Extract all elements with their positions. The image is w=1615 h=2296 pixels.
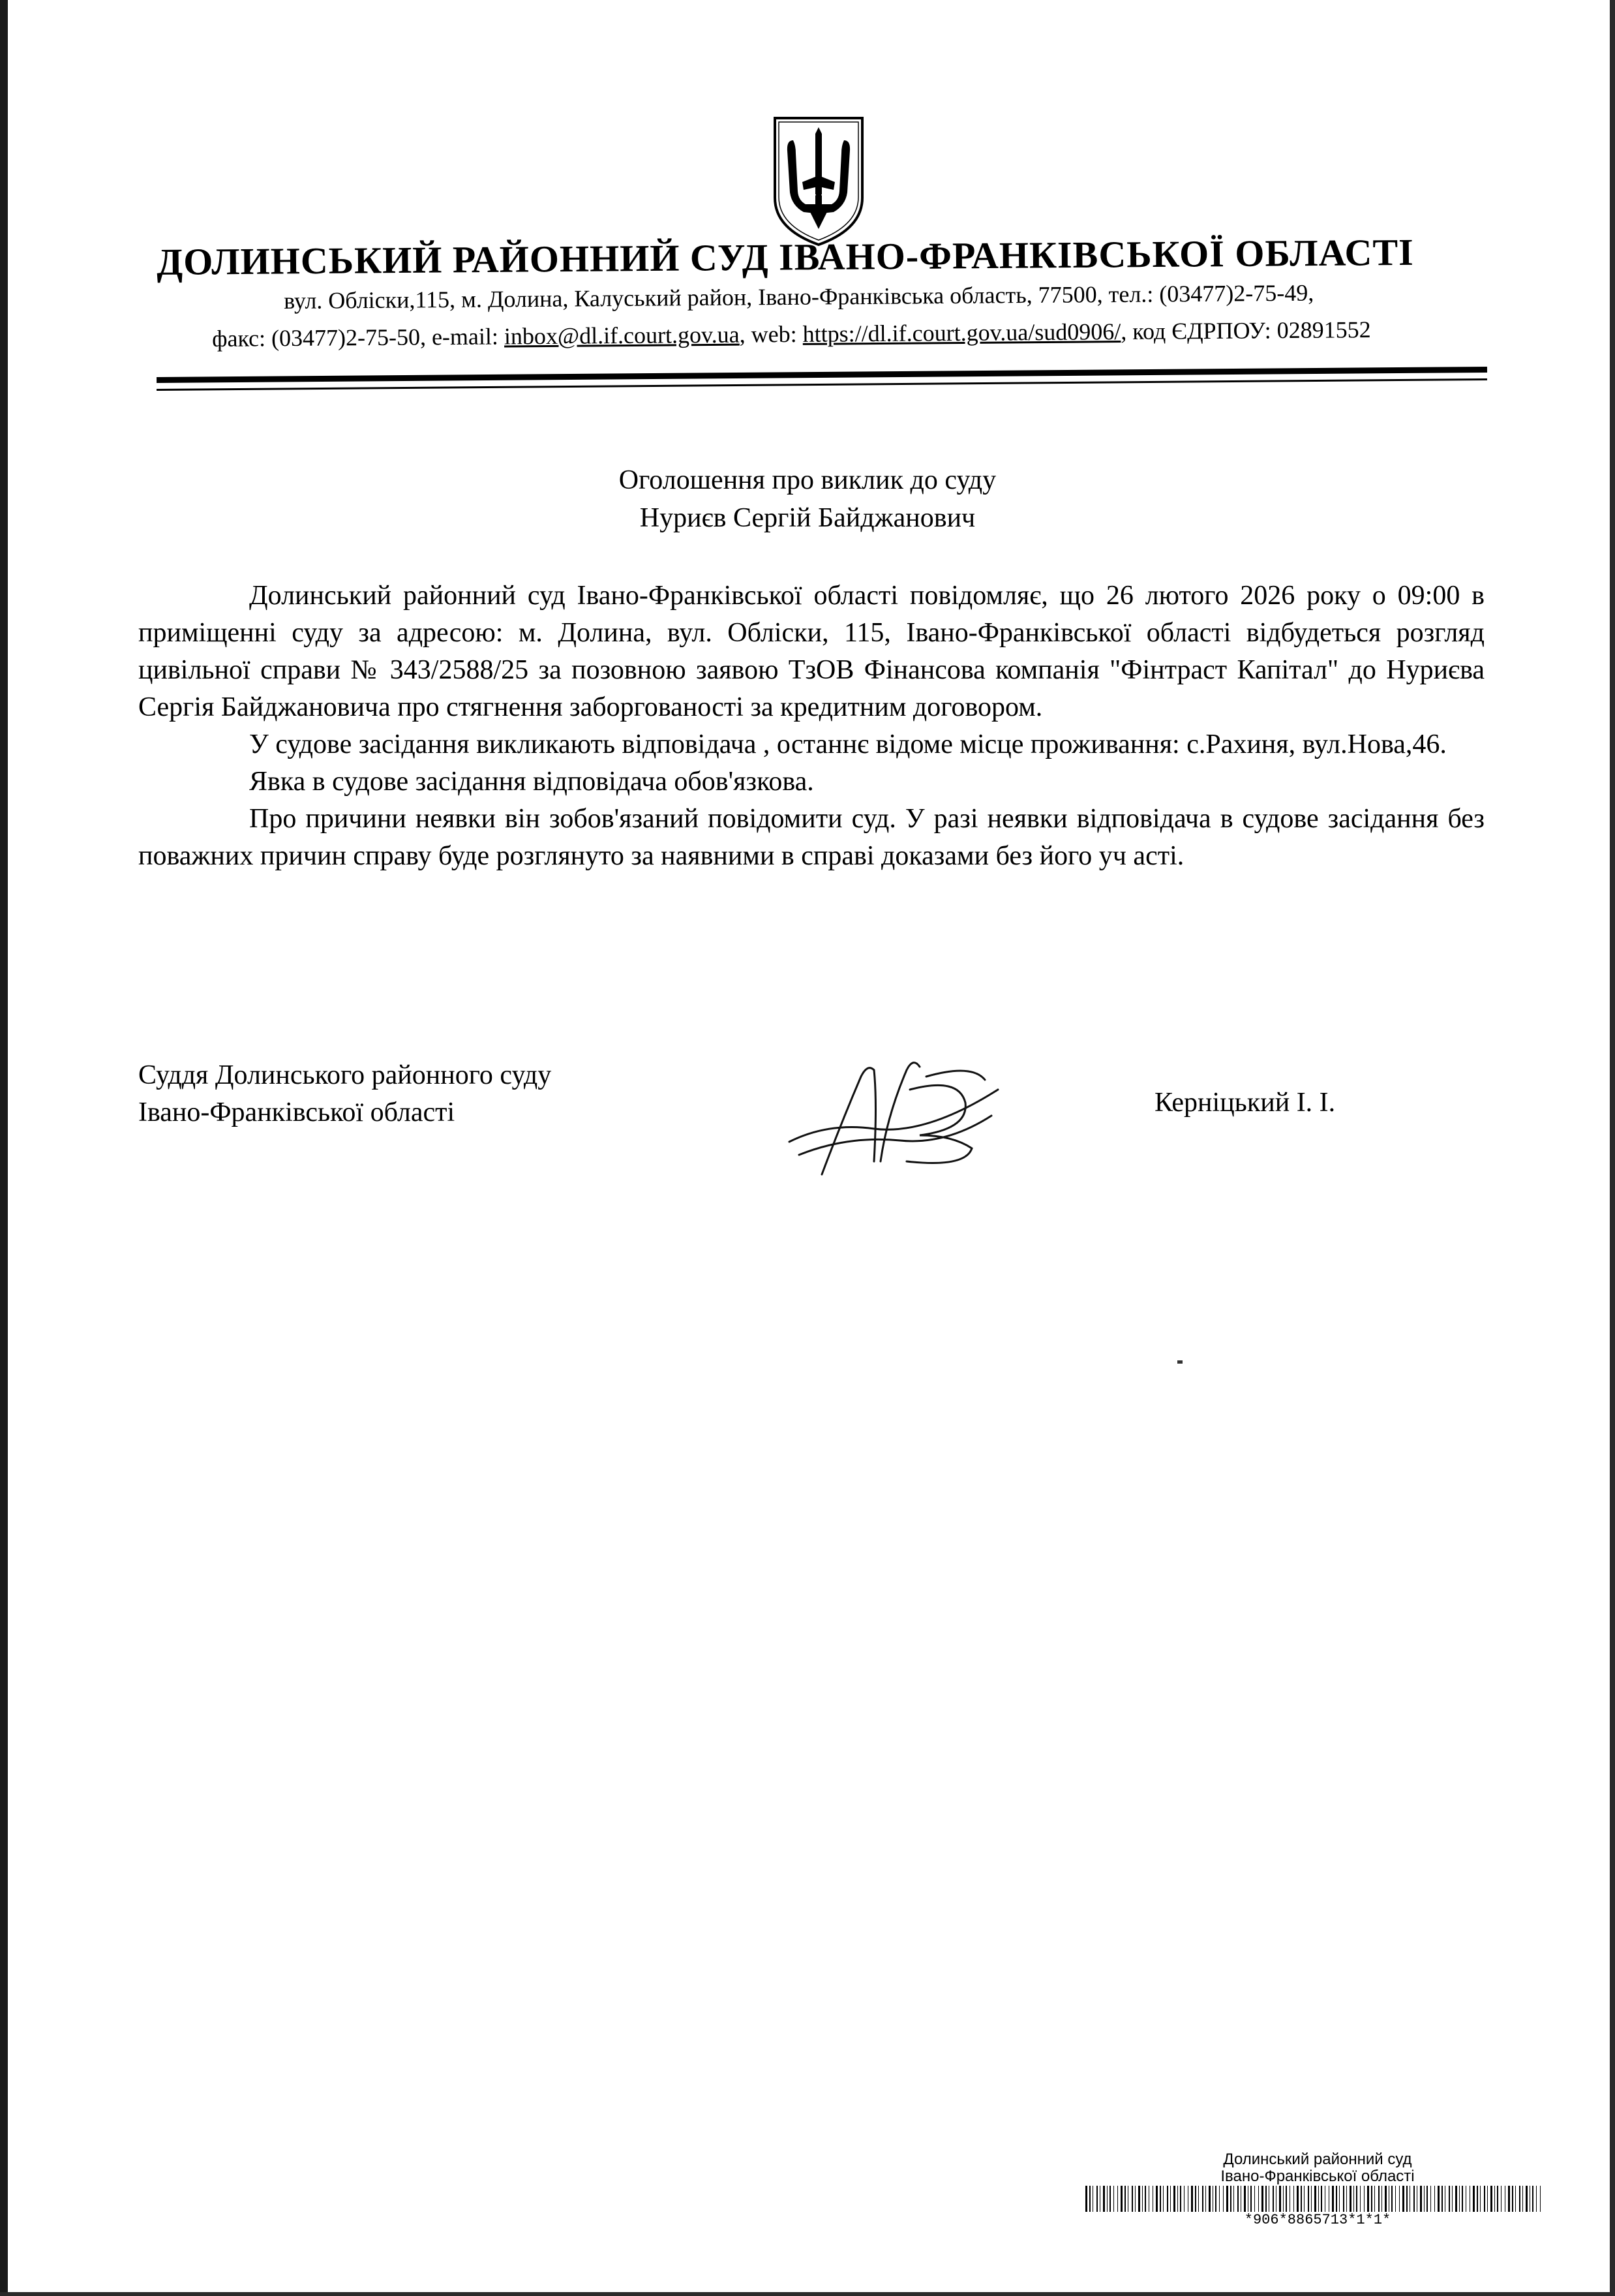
- barcode-bar: [1308, 2186, 1309, 2212]
- handwritten-signature-icon: [776, 1050, 1024, 1181]
- barcode-bar: [1406, 2186, 1408, 2212]
- scan-speck: [1177, 1360, 1183, 1364]
- barcode-bar: [1107, 2186, 1108, 2212]
- body-paragraph: Долинський районний суд Івано-Франківської області повідомляє, що 26 лютого 2026 року о 09:00 в приміщенні суду за адресою: м. Долина, вул. Обліски, 115, Івано-Франківської області відбудеться розгляд цивільної справи № 343/2588/25 за позовною заявою ТзОВ Фінансова компанія "Фінтраст Капітал" до Нуриєва Сергія Байджановича про стягнення заборгованості за кредитним договором.: [138, 581, 1485, 722]
- body-paragraph: Явка в судове засідання відповідача обов'язкова.: [249, 767, 814, 797]
- barcode-bar: [1142, 2186, 1143, 2212]
- barcode-bar: [1138, 2186, 1140, 2212]
- scan-edge-left: [0, 0, 8, 2296]
- barcode-bar: [1540, 2186, 1541, 2212]
- judge-position-line: Івано-Франківської області: [138, 1097, 455, 1127]
- barcode-bar: [1135, 2186, 1136, 2212]
- barcode-bar: [1455, 2186, 1457, 2212]
- barcode-bar: [1279, 2186, 1281, 2212]
- judge-position: [138, 1057, 551, 1131]
- barcode-bar: [1314, 2186, 1316, 2212]
- email-link[interactable]: inbox@dl.if.court.gov.ua: [504, 321, 740, 350]
- barcode-bar: [1402, 2186, 1404, 2212]
- barcode-bar: [1297, 2186, 1299, 2212]
- barcode-bar: [1202, 2186, 1203, 2212]
- barcode-bar: [1430, 2186, 1431, 2212]
- barcode-bar: [1170, 2186, 1171, 2212]
- barcode-bar: [1103, 2186, 1105, 2212]
- barcode-bar: [1273, 2186, 1274, 2212]
- barcode-bar: [1378, 2186, 1380, 2212]
- barcode-bar: [1424, 2186, 1425, 2212]
- barcode-bar: [1145, 2186, 1146, 2212]
- barcode-bar: [1536, 2186, 1537, 2212]
- barcode-bar: [1230, 2186, 1231, 2212]
- barcode-bar: [1286, 2186, 1287, 2212]
- barcode-bar: [1480, 2186, 1481, 2212]
- barcode-bar: [1261, 2186, 1263, 2212]
- barcode-bar: [1250, 2186, 1252, 2212]
- barcode-bar: [1184, 2186, 1185, 2212]
- barcode-bar: [1501, 2186, 1502, 2212]
- body-paragraph: Про причини неявки він зобов'язаний повідомити суд. У разі неявки відповідача в судове засідання без поважних причин справу буде розглянуто за наявними в справі доказами без його уч асті.: [138, 804, 1485, 871]
- barcode-bar: [1452, 2186, 1453, 2212]
- barcode-bar: [1195, 2186, 1196, 2212]
- barcode-bar: [1385, 2186, 1387, 2212]
- scan-edge-bottom: [0, 2292, 1615, 2296]
- barcode-bar: [1321, 2186, 1322, 2212]
- edrpou-code: , код ЄДРПОУ: 02891552: [1121, 316, 1371, 345]
- barcode-bar: [1254, 2186, 1255, 2212]
- barcode-bar: [1113, 2186, 1114, 2212]
- barcode-bar: [1177, 2186, 1178, 2212]
- barcode-bar: [1508, 2186, 1510, 2212]
- barcode-bar: [1318, 2186, 1319, 2212]
- barcode-bar: [1515, 2186, 1516, 2212]
- barcode-bar: [1156, 2186, 1158, 2212]
- barcode-bar: [1395, 2186, 1396, 2212]
- notice-title: Оголошення про виклик до суду: [618, 465, 997, 495]
- barcode-bar: [1473, 2186, 1475, 2212]
- barcode-number: *906*8865713*1*1*: [1244, 2212, 1391, 2228]
- barcode-bar: [1198, 2186, 1199, 2212]
- barcode-bar: [1487, 2186, 1488, 2212]
- barcode-bar: [1215, 2186, 1216, 2212]
- barcode-bar: [1449, 2186, 1450, 2212]
- barcode-bar: [1532, 2186, 1533, 2212]
- barcode-bar: [1512, 2186, 1513, 2212]
- barcode-bar: [1434, 2186, 1435, 2212]
- court-address-line: вул. Обліски,115, м. Долина, Калуський район, Івано-Франківська область, 77500, тел.: (03477)2-75-49,: [284, 279, 1314, 314]
- barcode-bar: [1283, 2186, 1284, 2212]
- barcode-bar: [1413, 2186, 1415, 2212]
- notice-body: [138, 577, 1485, 875]
- registration-stamp-region: Івано-Франківської області: [1220, 2167, 1415, 2185]
- barcode-bar: [1494, 2186, 1495, 2212]
- barcode-bar: [1477, 2186, 1478, 2212]
- barcode-bar: [1381, 2186, 1382, 2212]
- barcode-bar: [1364, 2186, 1365, 2212]
- website-link[interactable]: https://dl.if.court.gov.ua/sud0906/: [802, 318, 1121, 347]
- barcode-bar: [1371, 2186, 1372, 2212]
- barcode-bar: [1258, 2186, 1259, 2212]
- barcode-bar: [1311, 2186, 1312, 2212]
- barcode-bar: [1244, 2186, 1246, 2212]
- barcode-bar: [1350, 2186, 1351, 2212]
- barcode-bar: [1293, 2186, 1294, 2212]
- barcode-bar: [1356, 2186, 1357, 2212]
- barcode-bar: [1484, 2186, 1485, 2212]
- registration-stamp-court: Долинський районний суд: [1223, 2151, 1412, 2168]
- barcode-bar: [1526, 2186, 1528, 2212]
- barcode-bar: [1237, 2186, 1239, 2212]
- body-paragraph: У судове засідання викликають відповідача , останнє відоме місце проживання: с.Рахиня, вул.Нова,46.: [249, 729, 1447, 759]
- barcode-bar: [1462, 2186, 1463, 2212]
- barcode-bar: [1304, 2186, 1305, 2212]
- web-label: , web:: [739, 320, 803, 348]
- scan-edge-right: [1610, 0, 1615, 2296]
- court-name: ДОЛИНСЬКИЙ РАЙОННИЙ СУД ІВАНО-ФРАНКІВСЬКОЇ ОБЛАСТІ: [157, 230, 1414, 283]
- barcode-bar: [1265, 2186, 1267, 2212]
- barcode-bar: [1132, 2186, 1133, 2212]
- barcode-bar: [1191, 2186, 1193, 2212]
- barcode-bar: [1438, 2186, 1440, 2212]
- barcode-bar: [1374, 2186, 1375, 2212]
- barcode-bar: [1173, 2186, 1175, 2212]
- barcode-bar: [1367, 2186, 1369, 2212]
- barcode-bar: [1109, 2186, 1111, 2212]
- barcode-bar: [1301, 2186, 1302, 2212]
- barcode-bar: [1332, 2186, 1334, 2212]
- barcode-bar: [1519, 2186, 1520, 2212]
- barcode-bar: [1522, 2186, 1523, 2212]
- barcode-bar: [1085, 2186, 1087, 2212]
- barcode-bar: [1089, 2186, 1091, 2212]
- court-contacts-line: [212, 316, 1371, 352]
- barcode-bar: [1391, 2186, 1393, 2212]
- barcode-bar: [1441, 2186, 1443, 2212]
- barcode-bar: [1117, 2186, 1118, 2212]
- barcode-bar: [1360, 2186, 1361, 2212]
- barcode-bar: [1420, 2186, 1422, 2212]
- barcode-bar: [1459, 2186, 1460, 2212]
- barcode-bar: [1163, 2186, 1164, 2212]
- barcode-bar: [1399, 2186, 1400, 2212]
- barcode-bar: [1346, 2186, 1347, 2212]
- barcode-bar: [1353, 2186, 1354, 2212]
- fax-text: факс: (03477)2-75-50, e-mail:: [212, 323, 505, 352]
- barcode-bar: [1226, 2186, 1228, 2212]
- barcode-bar: [1160, 2186, 1161, 2212]
- judge-name: Керніцький І. І.: [1155, 1088, 1336, 1118]
- barcode-icon: [1085, 2186, 1545, 2212]
- barcode-bar: [1219, 2186, 1220, 2212]
- barcode-bar: [1124, 2186, 1126, 2212]
- barcode-bar: [1426, 2186, 1428, 2212]
- barcode-bar: [1223, 2186, 1224, 2212]
- barcode-bar: [1121, 2186, 1123, 2212]
- judge-position-line: Суддя Долинського районного суду: [138, 1060, 552, 1090]
- barcode-bar: [1205, 2186, 1206, 2212]
- barcode-bar: [1233, 2186, 1234, 2212]
- barcode-bar: [1497, 2186, 1498, 2212]
- barcode-bar: [1339, 2186, 1340, 2212]
- barcode-bar: [1180, 2186, 1181, 2212]
- barcode-bar: [1336, 2186, 1337, 2212]
- barcode-bar: [1209, 2186, 1211, 2212]
- notice-person: Нуриєв Сергій Байджанович: [639, 503, 976, 533]
- barcode-bar: [1490, 2186, 1492, 2212]
- barcode-bar: [1167, 2186, 1168, 2212]
- barcode-bar: [1343, 2186, 1344, 2212]
- trident-coat-of-arms-icon: [770, 114, 868, 248]
- barcode-bar: [1096, 2186, 1098, 2212]
